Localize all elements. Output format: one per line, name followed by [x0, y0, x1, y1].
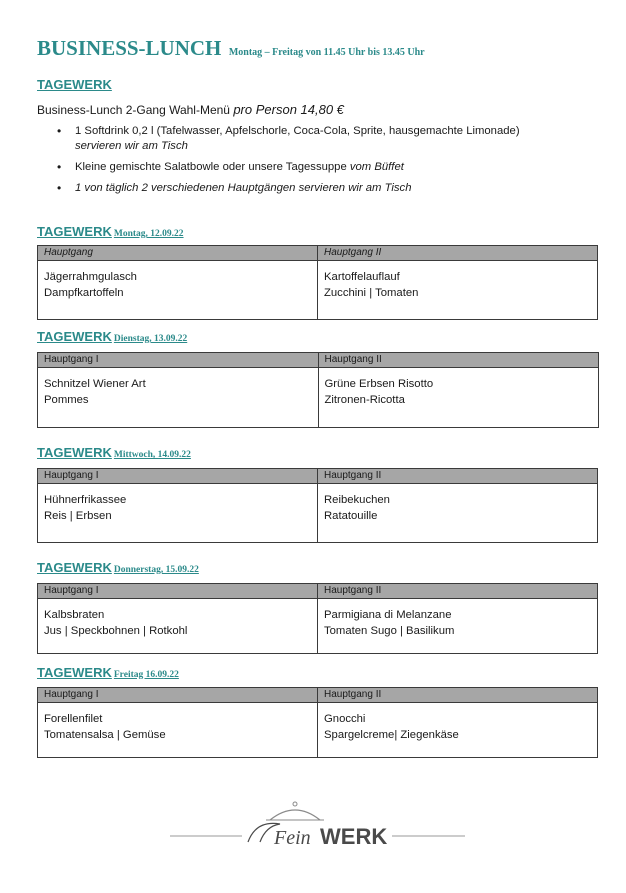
dish-name: Schnitzel Wiener Art — [44, 378, 146, 390]
day-date: Freitag 16.09.22 — [113, 670, 179, 680]
page-title — [37, 36, 425, 61]
col2-cell — [318, 484, 598, 543]
menu-table-tuesday — [37, 352, 599, 428]
dish-side: Pommes — [44, 394, 89, 406]
dish-side: Spargelcreme| Ziegenkäse — [324, 729, 459, 741]
day-date: Donnerstag, 15.09.22 — [113, 565, 199, 575]
dish-name: Kalbsbraten — [44, 609, 105, 621]
feinwerk-logo — [170, 798, 465, 858]
dish-name: Gnocchi — [324, 713, 366, 725]
day-heading-monday — [37, 223, 184, 241]
day-heading-friday — [37, 664, 179, 682]
menu-table-thursday — [37, 583, 598, 654]
menu-table-monday — [37, 245, 598, 320]
dish-name: Jägerrahmgulasch — [44, 271, 137, 283]
intro-text: Business-Lunch 2-Gang Wahl-Menü — [37, 103, 230, 117]
day-heading-thursday — [37, 559, 199, 577]
col1-cell — [38, 484, 318, 543]
section-heading: TAGEWERK — [37, 77, 112, 92]
menu-table-wednesday — [37, 468, 598, 543]
col2-cell — [318, 261, 598, 320]
included-list — [37, 124, 597, 202]
col1-cell — [38, 261, 318, 320]
col1-cell — [38, 599, 318, 654]
dish-name: Forellenfilet — [44, 713, 103, 725]
bullet-italic: vom Büffet — [349, 161, 404, 173]
col1-cell — [38, 368, 319, 428]
col2-cell — [318, 599, 598, 654]
col1-header: Hauptgang I — [38, 353, 319, 368]
bullet-italic: servieren wir am Tisch — [75, 140, 188, 152]
bullet-bold: Kleine gemischte Salatbowle oder unsere Tagessuppe — [75, 161, 347, 173]
col1-header: Hauptgang I — [38, 469, 318, 484]
dish-side: Reis | Erbsen — [44, 510, 112, 522]
dish-side: Dampfkartoffeln — [44, 287, 124, 299]
logo-script: Fein — [274, 827, 311, 849]
day-label: TAGEWERK — [37, 224, 112, 239]
col2-header: Hauptgang II — [318, 246, 598, 261]
menu-table-friday — [37, 687, 598, 758]
col2-header: Hauptgang II — [318, 584, 598, 599]
bullet-text: (Tafelwasser, Apfelschorle, Coca-Cola, Sprite, hausgemachte Limonade) — [153, 125, 520, 137]
intro-line — [37, 102, 344, 117]
dish-side: Tomatensalsa | Gemüse — [44, 729, 166, 741]
col2-cell — [318, 703, 598, 758]
day-heading-tuesday — [37, 328, 187, 346]
dish-name: Reibekuchen — [324, 494, 390, 506]
bullet-bold: 1 Softdrink 0,2 l — [75, 125, 154, 137]
dish-side: Ratatouille — [324, 510, 378, 522]
day-label: TAGEWERK — [37, 329, 112, 344]
col2-header: Hauptgang II — [318, 469, 598, 484]
day-date: Montag, 12.09.22 — [113, 229, 184, 239]
col1-header: Hauptgang I — [38, 584, 318, 599]
day-label: TAGEWERK — [37, 665, 112, 680]
day-label: TAGEWERK — [37, 560, 112, 575]
col1-header: Hauptgang I — [38, 688, 318, 703]
cloche-icon — [266, 802, 324, 820]
dish-side: Zitronen-Ricotta — [324, 394, 405, 406]
col2-header: Hauptgang II — [318, 353, 599, 368]
dish-side: Tomaten Sugo | Basilikum — [324, 625, 455, 637]
dish-name: Kartoffelauflauf — [324, 271, 400, 283]
col2-cell — [318, 368, 599, 428]
col2-header: Hauptgang II — [318, 688, 598, 703]
dish-name: Parmigiana di Melanzane — [324, 609, 452, 621]
list-item — [37, 181, 597, 196]
dish-name: Hühnerfrikassee — [44, 494, 127, 506]
day-heading-wednesday — [37, 444, 191, 462]
list-item — [37, 160, 597, 175]
title-hours: Montag – Freitag von 11.45 Uhr bis 13.45 Uhr — [228, 47, 425, 58]
col1-header: Hauptgang — [38, 246, 318, 261]
day-date: Mittwoch, 14.09.22 — [113, 450, 191, 460]
col1-cell — [38, 703, 318, 758]
intro-price: pro Person 14,80 € — [233, 102, 344, 117]
title-main: BUSINESS-LUNCH — [37, 36, 222, 60]
day-label: TAGEWERK — [37, 445, 112, 460]
dish-name: Grüne Erbsen Risotto — [324, 378, 434, 390]
bullet-italic: 1 von täglich 2 verschiedenen Hauptgängen servieren wir am Tisch — [75, 182, 412, 194]
logo-bold: WERK — [320, 824, 388, 849]
day-date: Dienstag, 13.09.22 — [113, 334, 188, 344]
dish-side: Jus | Speckbohnen | Rotkohl — [44, 625, 188, 637]
dish-side: Zucchini | Tomaten — [324, 287, 419, 299]
list-item — [37, 124, 597, 154]
